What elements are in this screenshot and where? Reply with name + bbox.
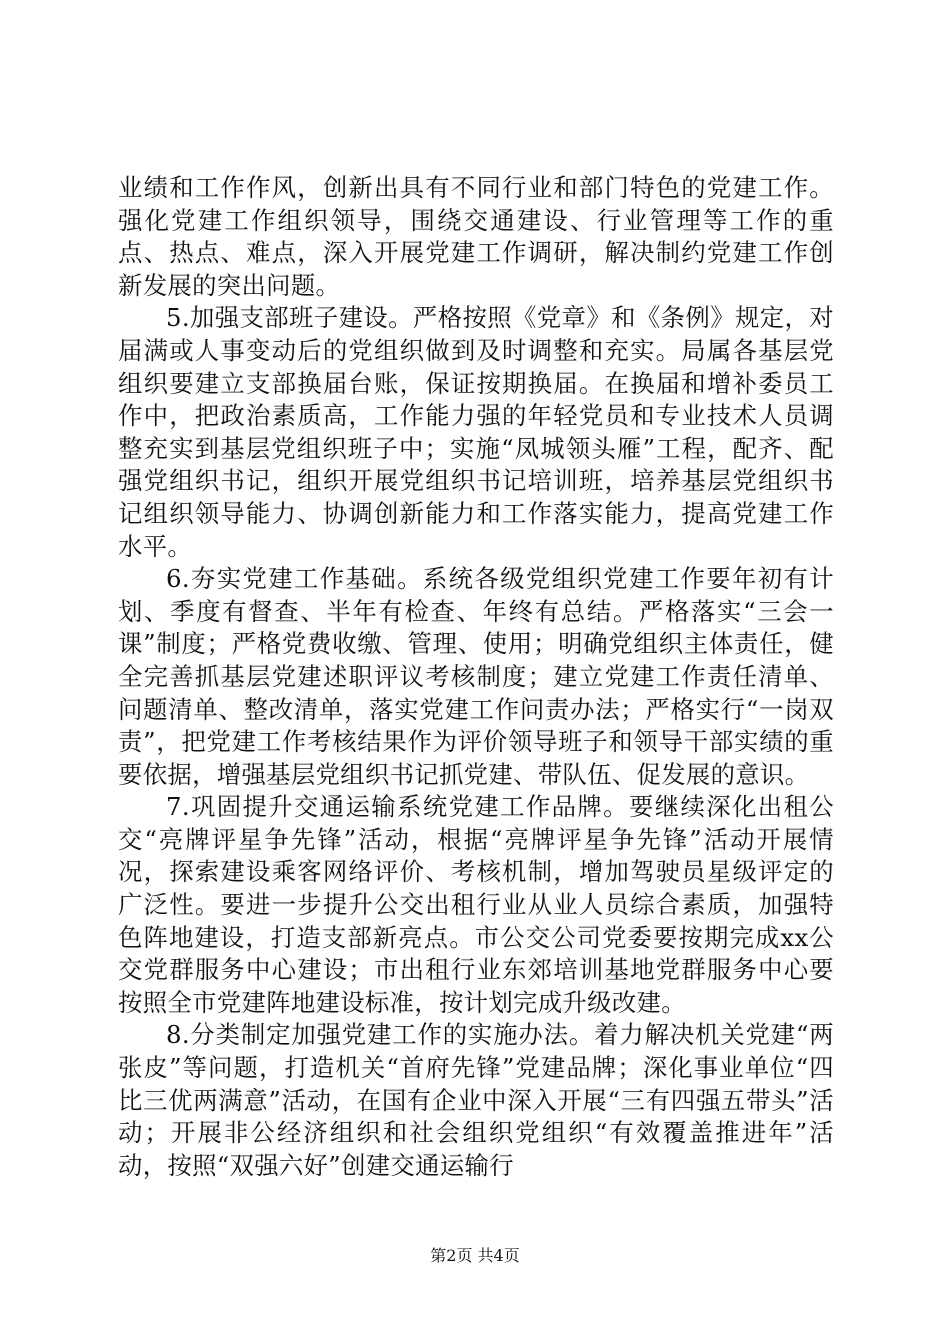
page-number-footer: 第2页 共4页 (430, 1246, 520, 1265)
paragraph-continuation: 业绩和工作作风，创新出具有不同行业和部门特色的党建工作。强化党建工作组织领导，围绕交通建设、行业管理等工作的重点、热点、难点，深入开展党建工作调研，解决制约党建工作创新发展的突出问题。 (118, 173, 834, 300)
paragraph-item-5: 5.加强支部班子建设。严格按照《党章》和《条例》规定，对届满或人事变动后的党组织做到及时调整和充实。局属各基层党组织要建立支部换届台账，保证按期换届。在换届和增补委员工作中，把政治素质高，工作能力强的年轻党员和专业技术人员调整充实到基层党组织班子中；实施“凤城领头雁”工程，配齐、配强党组织书记，组织开展党组织书记培训班，培养基层党组织书记组织领导能力、协调创新能力和工作落实能力，提高党建工作水平。 (118, 303, 834, 561)
paragraph-item-6: 6.夯实党建工作基础。系统各级党组织党建工作要年初有计划、季度有督查、半年有检查、年终有总结。严格落实“三会一课”制度；严格党费收缴、管理、使用；明确党组织主体责任，健全完善抓基层党建述职评议考核制度；建立党建工作责任清单、问题清单、整改清单，落实党建工作问责办法；严格实行“一岗双责”，把党建工作考核结果作为评价领导班子和领导干部实绩的重要依据，增强基层党组织书记抓党建、带队伍、促发展的意识。 (118, 564, 834, 789)
document-body (118, 172, 834, 1182)
paragraph-item-8: 8.分类制定加强党建工作的实施办法。着力解决机关党建“两张皮”等问题，打造机关“首府先锋”党建品牌；深化事业单位“四比三优两满意”活动，在国有企业中深入开展“三有四强五带头”活动；开展非公经济组织和社会组织党组织“有效覆盖推进年”活动，按照“双强六好”创建交通运输行 (118, 1020, 834, 1180)
paragraph-item-7: 7.巩固提升交通运输系统党建工作品牌。要继续深化出租公交“亮牌评星争先锋”活动，根据“亮牌评星争先锋”活动开展情况，探索建设乘客网络评价、考核机制，增加驾驶员星级评定的广泛性。要进一步提升公交出租行业从业人员综合素质，加强特色阵地建设，打造支部新亮点。市公交公司党委要按期完成xx公交党群服务中心建设；市出租行业东郊培训基地党群服务中心要按照全市党建阵地建设标准，按计划完成升级改建。 (118, 792, 834, 1017)
